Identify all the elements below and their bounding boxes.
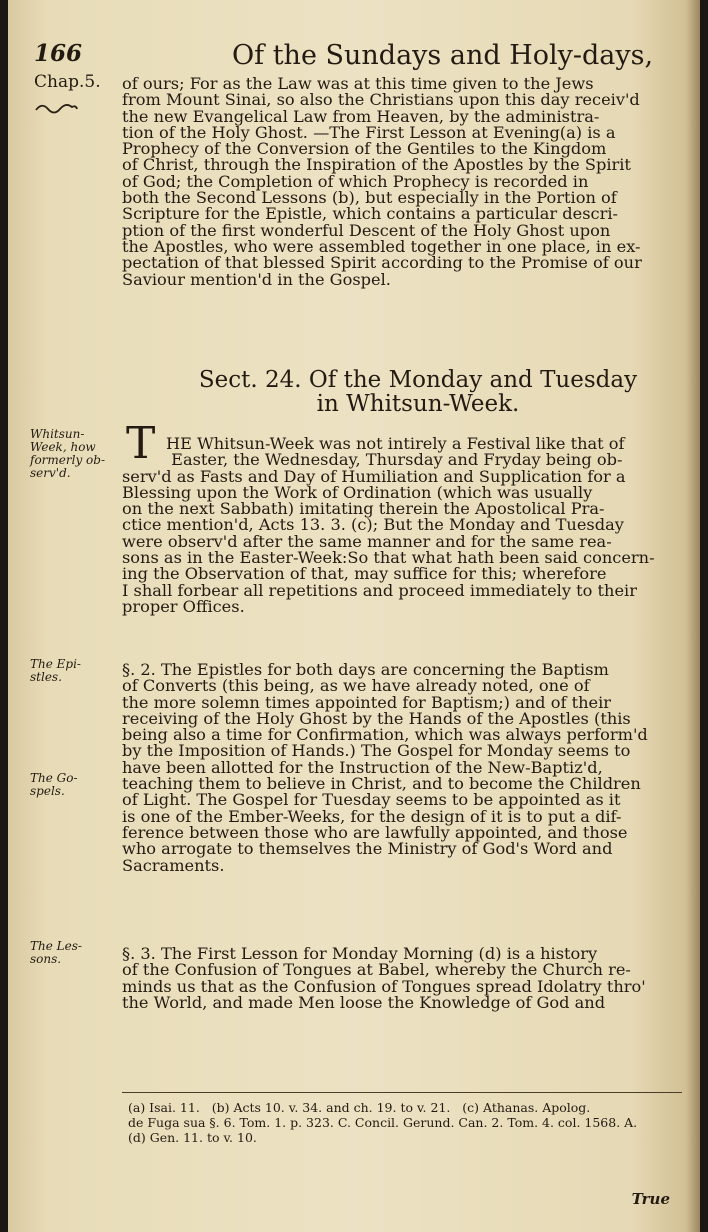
paragraph-whitsun-week [122, 434, 686, 616]
section-heading: Sect. 24. Of the Monday and Tuesday in Whitsun-Week. [198, 367, 638, 417]
margin-chapter: Chap.5. [34, 72, 101, 92]
flourish-ornament-icon [34, 100, 78, 119]
paragraph-pentecost-law: of ours; For as the Law was at this time given to the Jews from Mount Sinai, so also the Christians upon this day receiv'd the new Evangelical Law from Heaven, by the administra- tion of the Holy Ghost. —The First Lesson at Evening(a) is a Prophecy of the Conversion of the Gentiles to the Kingdom of Christ, through the Inspiration of the Apostles by the Spirit of God; the Completion of which Prophecy is recorded in both the Second Lessons (b), but especially in the Portion of Scripture for the Epistle, which contains a particular descri- ption of the first wonderful Descent of the Holy Ghost upon the Apostles, who were assembled together in one place, in ex- pectation of that blessed Spirit according to the Promise of our Saviour mention'd in the Gospel. [122, 74, 642, 289]
drop-cap: T [126, 418, 156, 469]
text-line: Easter, the Wednesday, Thursday and Fryday being ob- [166, 450, 623, 470]
text-line: Blessing upon the Work of Ordination (which was usually [122, 482, 593, 502]
margin-whitsun-week: Whitsun- Week, how formerly ob- serv'd. [30, 427, 106, 480]
text-line: on the next Sabbath) imitating therein the Apostolical Pra- [122, 499, 605, 519]
footnotes: (a) Isai. 11. (b) Acts 10. v. 34. and ch. 19. to v. 21. (c) Athanas. Apolog. de Fuga sua §. 6. Tom. 1. p. 323. C. Concil. Gerund. Can. 2. Tom. 4. col. 1568. A. (d) Gen. 11. to v. 10. [128, 1100, 638, 1145]
text-line: were observ'd after the same manner and for the same rea- [122, 531, 612, 551]
catchword: True [631, 1190, 670, 1208]
text-line: ing the Observation of that, may suffice for this; wherefore [122, 564, 607, 584]
running-title: Of the Sundays and Holy-days, [232, 40, 654, 71]
book-page [8, 0, 700, 1232]
text-line: HE Whitsun-Week was not intirely a Festival like that of [166, 434, 625, 453]
margin-gospels: The Go- spels. [30, 771, 78, 798]
page-number: 166 [34, 40, 83, 67]
paragraph-epistles-gospels: §. 2. The Epistles for both days are concerning the Baptism of Converts (this being, as we have already noted, one of the more solemn times appointed for Baptism;) and of their receiving of the Holy Ghost by the Hands of the Apostles (this being also a time for Confirmation, which was always perform'd by the Imposition of Hands.) The Gospel for Monday seems to have been allotted for the Instruction of the New-Baptiz'd, teaching them to believe in Christ, and to become the Children of Light. The Gospel for Tuesday seems to be appointed as it is one of the Ember-Weeks, for the design of it is to put a dif- ference between those who are lawfully appointed, and those who arrogate to themselves the Ministry of God's Word and Sacraments. [122, 660, 648, 875]
text-line: proper Offices. [122, 596, 245, 616]
page-edge-shadow [686, 0, 700, 1232]
margin-epistles: The Epi- stles. [30, 657, 81, 684]
text-line: ctice mention'd, Acts 13. 3. (c); But the Monday and Tuesday [122, 515, 624, 535]
text-line: serv'd as Fasts and Day of Humiliation and Supplication for a [122, 466, 626, 486]
footnote-rule [122, 1092, 682, 1093]
margin-lessons: The Les- sons. [30, 939, 82, 966]
paragraph-lessons: §. 3. The First Lesson for Monday Morning (d) is a history of the Confusion of Tongues at Babel, whereby the Church re- minds us that as the Confusion of Tongues spread Idolatry thro' the World, and made Men loose the Knowledge of God and [122, 944, 646, 1012]
text-line: sons as in the Easter-Week:So that what hath been said concern- [122, 548, 655, 568]
text-line: I shall forbear all repetitions and proceed immediately to their [122, 580, 637, 600]
